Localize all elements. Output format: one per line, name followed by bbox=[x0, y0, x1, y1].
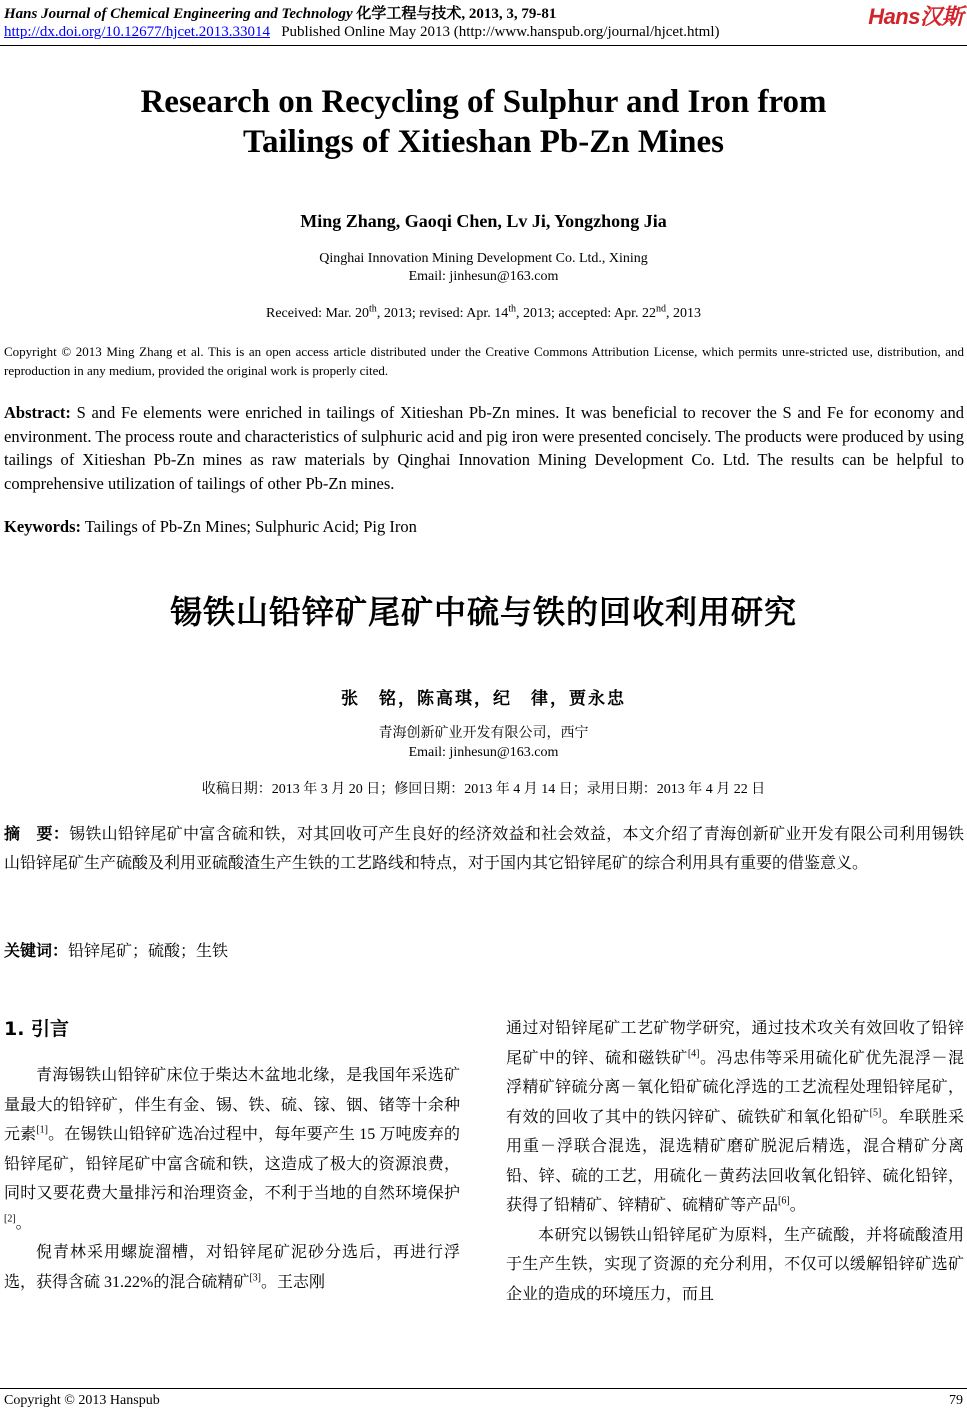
paragraph: 通过对铅锌尾矿工艺矿物学研究，通过技术攻关有效回收了铅锌尾矿中的锌、硫和磁铁矿[4]。冯忠伟等采用硫化矿优先混浮－混浮精矿锌硫分离－氧化铅矿硫化浮选的工艺流程处理铅锌尾矿，有效的回收了其中的铁闪锌矿、硫铁矿和氧化铅矿[5]。牟联胜采用重－浮联合混选，混选精矿磨矿脱泥后精选，混合精矿分离铅、锌、硫的工艺，用硫化－黄药法回收氧化铅锌、硫化铅锌，获得了铅精矿、锌精矿、硫精矿等产品[6]。 bbox=[506, 1020, 964, 1214]
chinese-affiliation: 青海创新矿业开发有限公司，西宁 bbox=[378, 726, 589, 741]
doi-link[interactable]: http://dx.doi.org/10.12677/hjcet.2013.33014 bbox=[4, 24, 270, 40]
paragraph: 本研究以锡铁山铅锌尾矿为原料，生产硫酸，并将硫酸渣用于生产生铁，实现了资源的充分利用，不仅可以缓解铅锌矿选矿企业的造成的环境压力，而且 bbox=[506, 1226, 964, 1303]
citation: [1] bbox=[36, 1124, 48, 1136]
english-title-line1: Research on Recycling of Sulphur and Iron from bbox=[140, 84, 827, 120]
citation: [4] bbox=[687, 1048, 700, 1060]
english-abstract bbox=[4, 401, 964, 495]
journal-header bbox=[4, 2, 556, 23]
english-affiliation-block bbox=[0, 250, 967, 286]
citation: [6] bbox=[778, 1195, 790, 1207]
page-number: 79 bbox=[949, 1393, 963, 1408]
english-received-dates: Received: Mar. 20th, 2013; revised: Apr. 14th, 2013; accepted: Apr. 22nd, 2013 bbox=[266, 303, 701, 321]
english-keywords bbox=[4, 517, 417, 537]
abstract-text: S and Fe elements were enriched in tailings of Xitieshan Pb-Zn mines. It was beneficial to recover the S and Fe for economy and environment. The process route and characteristics of sulphuric acid and pig iron were presented concisely. The products were produced by using tailings of Xitieshan Pb-Zn mines as raw materials by Qinghai Innovation Mining Development Co. Ltd. The results can be helpful to comprehensive utilization of tailings of other Pb-Zn mines. bbox=[4, 403, 964, 493]
paragraph: 倪青林采用螺旋溜槽，对铅锌尾矿泥砂分选后，再进行浮选，获得含硫 31.22%的混合硫精矿[3]。王志刚 bbox=[4, 1244, 460, 1291]
journal-name: Hans Journal of Chemical Engineering and Technology bbox=[4, 6, 353, 22]
chinese-abstract bbox=[4, 820, 964, 878]
footer-rule bbox=[0, 1388, 967, 1389]
keywords-label: Keywords: bbox=[4, 517, 81, 536]
english-authors: Ming Zhang, Gaoqi Chen, Lv Ji, Yongzhong Jia bbox=[300, 211, 667, 231]
chinese-title: 锡铁山铅锌矿尾矿中硫与铁的回收利用研究 bbox=[169, 593, 797, 631]
citation: [3] bbox=[249, 1272, 262, 1284]
footer-copyright: Copyright © 2013 Hanspub bbox=[4, 1393, 160, 1408]
chinese-keywords-text: 铅锌尾矿；硫酸；生铁 bbox=[68, 943, 229, 960]
chinese-keywords-label: 关键词： bbox=[4, 943, 69, 960]
body-column-left bbox=[4, 1061, 460, 1297]
hans-logo: Hans汉斯 bbox=[868, 4, 963, 29]
journal-cn-info: 化学工程与技术, 2013, 3, 79-81 bbox=[356, 6, 557, 22]
chinese-abstract-text: 锡铁山铅锌尾矿中富含硫和铁，对其回收可产生良好的经济效益和社会效益，本文介绍了青海创新矿业开发有限公司利用锡铁山铅锌尾矿生产硫酸及利用亚硫酸渣生产生铁的工艺路线和特点，对于国内其它铅锌尾矿的综合利用具有重要的借鉴意义。 bbox=[4, 826, 964, 872]
doi-line bbox=[4, 24, 720, 41]
chinese-email: Email: jinhesun@163.com bbox=[408, 745, 559, 760]
header-rule bbox=[0, 45, 967, 46]
section-title-introduction: 1. 引言 bbox=[4, 1018, 70, 1040]
body-column-right bbox=[506, 1014, 964, 1309]
chinese-abstract-label: 摘 要： bbox=[4, 826, 70, 843]
english-email: Email: jinhesun@163.com bbox=[408, 269, 559, 284]
published-online: Published Online May 2013 (http://www.hanspub.org/journal/hjcet.html) bbox=[281, 24, 720, 40]
paragraph: 青海锡铁山铅锌矿床位于柴达木盆地北缘，是我国年采选矿量最大的铅锌矿，伴生有金、锡、铁、硫、镓、铟、锗等十余种元素[1]。在锡铁山铅锌矿选冶过程中，每年要产生 15 万吨废弃的铅锌尾矿，铅锌尾矿中富含硫和铁，这造成了极大的资源浪费，同时又要花费大量排污和治理资金，不利于当地的自然环境保护[2]。 bbox=[4, 1067, 460, 1232]
english-title bbox=[0, 82, 967, 162]
keywords-text: Tailings of Pb-Zn Mines; Sulphuric Acid; Pig Iron bbox=[81, 517, 417, 536]
chinese-received-dates: 收稿日期：2013 年 3 月 20 日；修回日期：2013 年 4 月 14 日；录用日期：2013 年 4 月 22 日 bbox=[201, 782, 766, 797]
abstract-label: Abstract: bbox=[4, 403, 71, 422]
english-affiliation: Qinghai Innovation Mining Development Co. Ltd., Xining bbox=[319, 251, 648, 266]
chinese-authors: 张 铭，陈高琪，纪 律，贾永忠 bbox=[341, 689, 626, 708]
chinese-affiliation-block bbox=[0, 724, 967, 762]
citation: [2] bbox=[4, 1213, 16, 1225]
english-title-line2: Tailings of Xitieshan Pb-Zn Mines bbox=[242, 124, 725, 160]
chinese-keywords bbox=[4, 938, 228, 961]
citation: [5] bbox=[869, 1107, 882, 1119]
copyright-notice: Copyright © 2013 Ming Zhang et al. This is an open access article distributed under the Creative Commons Attribution License, which permits unre-stricted use, distribution, and reproduction in any medium, provided the original work is properly cited. bbox=[4, 344, 964, 378]
